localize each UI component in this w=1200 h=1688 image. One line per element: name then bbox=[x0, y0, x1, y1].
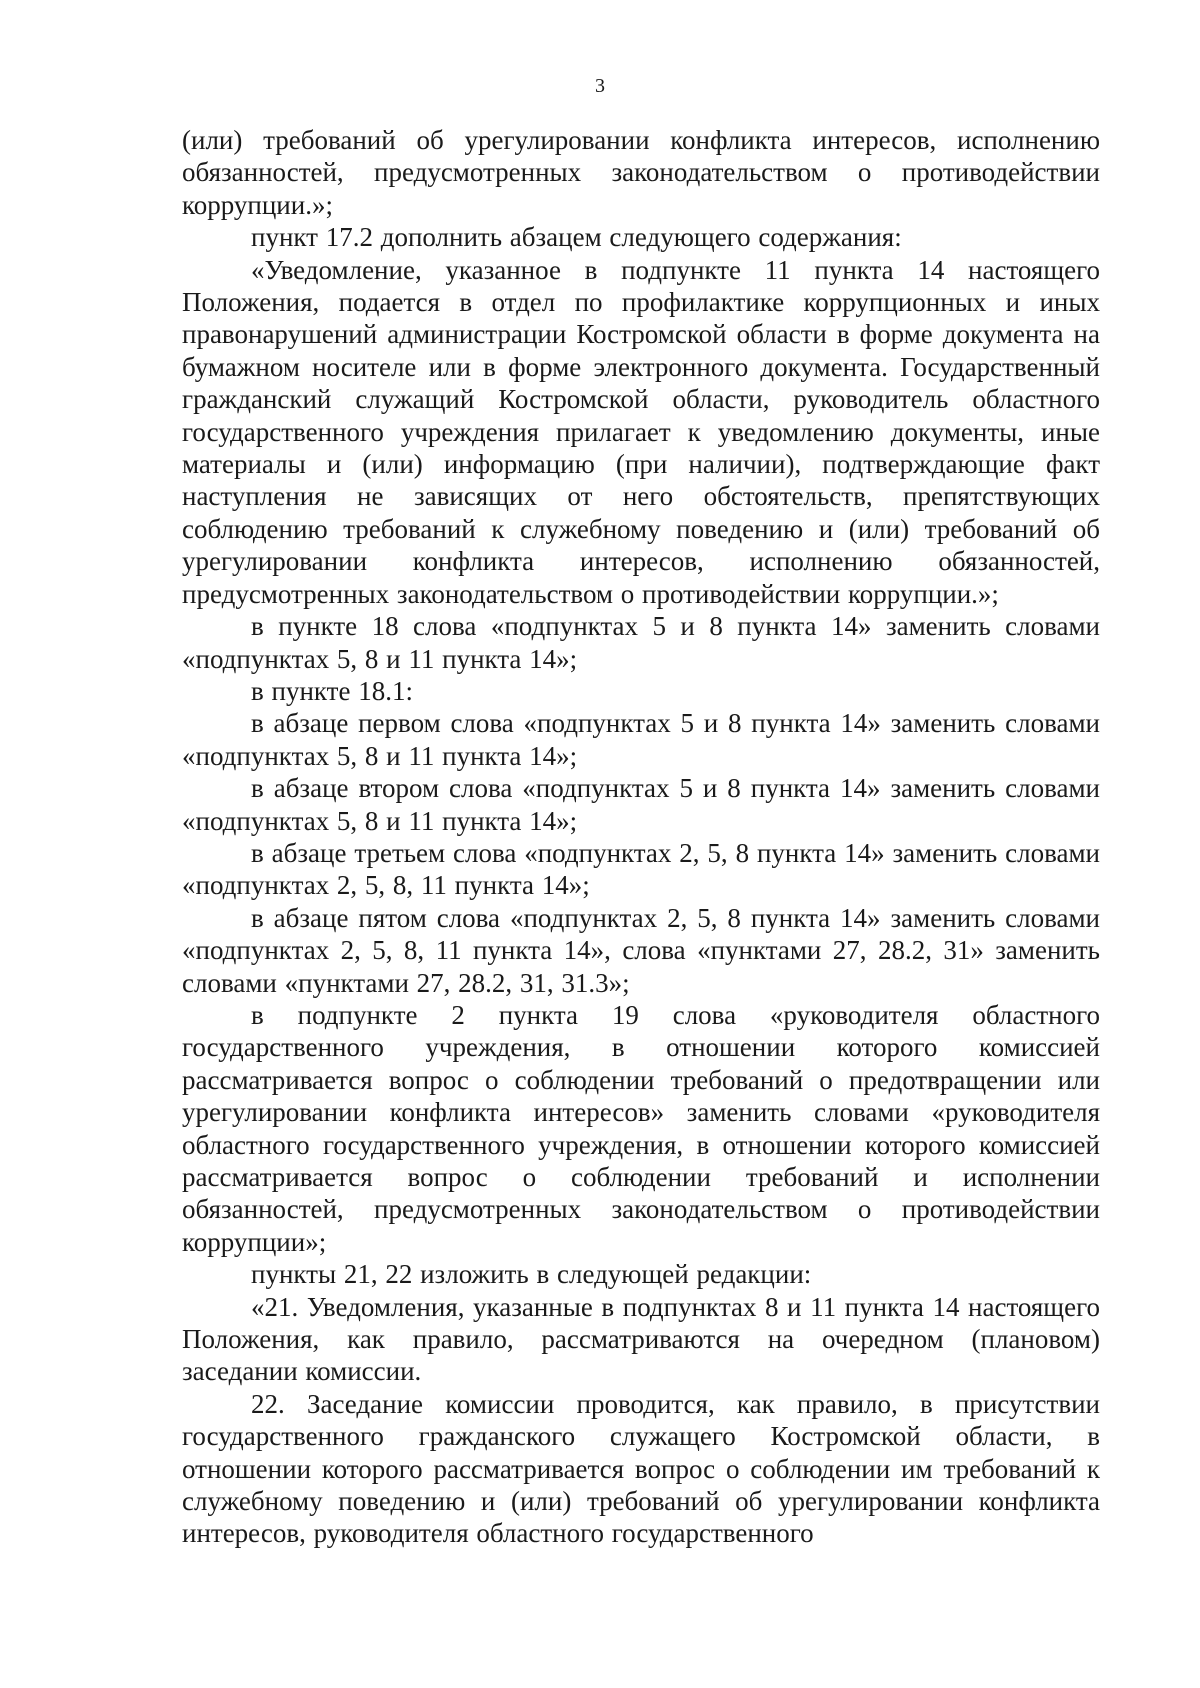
document-body bbox=[182, 124, 1100, 1550]
paragraph-item-18: в пункте 18 слова «подпунктах 5 и 8 пункта 14» заменить словами «подпунктах 5, 8 и 11 пункта 14»; bbox=[182, 611, 1100, 674]
paragraph-item-17-2: пункт 17.2 дополнить абзацем следующего содержания: bbox=[251, 222, 902, 253]
paragraph-item-19: в подпункте 2 пункта 19 слова «руководителя областного государственного учреждения, в отношении которого комиссией рассматривается вопрос о соблюдении требований о предотвращении или урегулировании конфликта интересов» заменить словами «руководителя областного государственного учреждения, в отношении которого комиссией рассматривается вопрос о соблюдении требований и исполнении обязанностей, предусмотренных законодательством о противодействии коррупции»; bbox=[182, 999, 1100, 1257]
paragraph-continuation: (или) требований об урегулировании конфликта интересов, исполнению обязанностей, предусмотренных законодательством о противодействии коррупции.»; bbox=[182, 125, 1100, 220]
paragraph-point-21: «21. Уведомления, указанные в подпунктах 8 и 11 пункта 14 настоящего Положения, как правило, рассматриваются на очередном (плановом) заседании комиссии. bbox=[182, 1291, 1100, 1387]
paragraph-first-abzac: в абзаце первом слова «подпунктах 5 и 8 пункта 14» заменить словами «подпунктах 5, 8 и 11 пункта 14»; bbox=[182, 708, 1100, 771]
paragraph-third-abzac: в абзаце третьем слова «подпунктах 2, 5, 8 пункта 14» заменить словами «подпунктах 2, 5, 8, 11 пункта 14»; bbox=[182, 837, 1100, 901]
page-number: 3 bbox=[595, 75, 605, 97]
paragraph-item-18-1: в пункте 18.1: bbox=[251, 675, 413, 706]
paragraph-second-abzac: в абзаце втором слова «подпунктах 5 и 8 пункта 14» заменить словами «подпунктах 5, 8 и 11 пункта 14»; bbox=[182, 773, 1100, 836]
paragraph-items-21-22: пункты 21, 22 изложить в следующей редакции: bbox=[251, 1259, 812, 1290]
paragraph-fifth-abzac: в абзаце пятом слова «подпунктах 2, 5, 8 пункта 14» заменить словами «подпунктах 2, 5, 8, 11 пункта 14», слова «пунктами 27, 28.2, 31» заменить словами «пунктами 27, 28.2, 31, 31.3»; bbox=[182, 902, 1100, 998]
paragraph-notice-text: «Уведомление, указанное в подпункте 11 пункта 14 настоящего Положения, подается в отдел по профилактике коррупционных и иных правонарушений администрации Костромской области в форме документа на бумажном носителе или в форме электронного документа. Государственный гражданский служащий Костромской области, руководитель областного государственного учреждения прилагает к уведомлению документы, иные материалы и (или) информацию (при наличии), подтверждающие факт наступления не зависящих от него обстоятельств, препятствующих соблюдению требований к служебному поведению и (или) требований об урегулировании конфликта интересов, исполнению обязанностей, предусмотренных законодательством о противодействии коррупции.»; bbox=[182, 254, 1100, 609]
paragraph-point-22: 22. Заседание комиссии проводится, как правило, в присутствии государственного гражданского служащего Костромской области, в отношении которого рассматривается вопрос о соблюдении им требований к служебному поведению и (или) требований об урегулировании конфликта интересов, руководителя областного государственного bbox=[182, 1388, 1100, 1549]
